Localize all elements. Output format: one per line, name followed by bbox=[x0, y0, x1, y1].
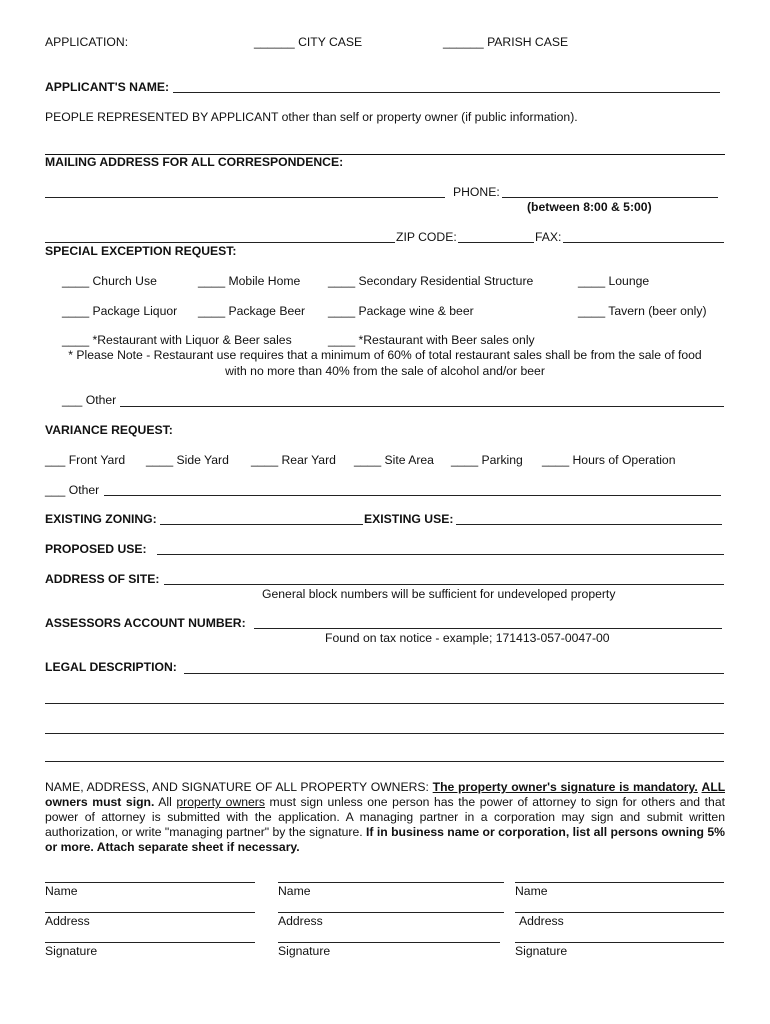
application-label: APPLICATION: bbox=[45, 35, 129, 49]
legal-description-field-3[interactable] bbox=[45, 733, 724, 734]
restaurant-beer-option[interactable]: ____ *Restaurant with Beer sales only bbox=[328, 333, 535, 347]
restaurant-liquor-beer-option[interactable]: ____ *Restaurant with Liquor & Beer sales bbox=[62, 333, 292, 347]
owners-property-owners-text: property owners bbox=[176, 795, 265, 809]
existing-zoning-field[interactable] bbox=[160, 524, 363, 525]
owner3-address-label: Address bbox=[519, 914, 564, 928]
fax-field[interactable] bbox=[563, 242, 724, 243]
existing-use-field[interactable] bbox=[456, 524, 722, 525]
side-yard-option[interactable]: ____ Side Yard bbox=[146, 453, 229, 467]
owner2-address-label: Address bbox=[278, 914, 323, 928]
tavern-option[interactable]: ____ Tavern (beer only) bbox=[578, 304, 707, 318]
owners-business-text: If in business name or corporation, list all persons owning 5% or more. Attach separate sheet if necessary. bbox=[45, 825, 725, 854]
owners-text-3: must sign unless one person has the power of attorney to sign for others and that power of attorney is submitted with the application. A managing partner in a corporation may sign and submit written authorization, or write "managing partner" by the signature. bbox=[45, 795, 725, 839]
people-represented-text bbox=[45, 110, 578, 124]
package-wine-beer-option[interactable]: ____ Package wine & beer bbox=[328, 304, 474, 318]
special-other-field[interactable] bbox=[120, 406, 724, 407]
variance-title: VARIANCE REQUEST: bbox=[45, 423, 173, 437]
mailing-address-field[interactable] bbox=[45, 197, 445, 198]
phone-hours-note: (between 8:00 & 5:00) bbox=[527, 200, 652, 214]
phone-field[interactable] bbox=[502, 197, 718, 198]
owner2-name-field[interactable] bbox=[278, 882, 504, 883]
property-owners-instructions bbox=[45, 780, 725, 855]
owner1-address-field[interactable] bbox=[45, 912, 255, 913]
city-case-blank: ______ bbox=[254, 35, 295, 49]
parish-case-label: PARISH CASE bbox=[487, 35, 569, 49]
mailing-address-label: MAILING ADDRESS FOR ALL CORRESPONDENCE: bbox=[45, 155, 344, 169]
city-case-label: CITY CASE bbox=[298, 35, 363, 49]
parking-option[interactable]: ____ Parking bbox=[451, 453, 523, 467]
hours-of-operation-option[interactable]: ____ Hours of Operation bbox=[542, 453, 676, 467]
owner1-signature-label: Signature bbox=[45, 944, 98, 958]
restaurant-note-line2: with no more than 40% from the sale of alcohol and/or beer bbox=[225, 364, 545, 378]
lounge-option[interactable]: ____ Lounge bbox=[578, 274, 650, 288]
secondary-residential-option[interactable]: ____ Secondary Residential Structure bbox=[328, 274, 534, 288]
owner2-address-field[interactable] bbox=[278, 912, 504, 913]
restaurant-note-line1: * Please Note - Restaurant use requires that a minimum of 60% of total restaurant sales shall be from the sale of food bbox=[68, 348, 702, 362]
parish-case-checkbox[interactable] bbox=[443, 35, 568, 49]
owner3-name-label: Name bbox=[515, 884, 548, 898]
proposed-use-field[interactable] bbox=[157, 554, 724, 555]
mobile-home-option[interactable]: ____ Mobile Home bbox=[198, 274, 301, 288]
people-represented-caps: PEOPLE REPRESENTED BY APPLICANT bbox=[45, 110, 279, 124]
owner1-address-label: Address bbox=[45, 914, 90, 928]
phone-label: PHONE: bbox=[453, 185, 500, 199]
owner2-name-label: Name bbox=[278, 884, 311, 898]
owners-text-2: All bbox=[154, 795, 177, 809]
address-of-site-label: ADDRESS OF SITE: bbox=[45, 572, 160, 586]
owners-all-text: ALL bbox=[701, 780, 726, 794]
applicant-name-field[interactable] bbox=[173, 92, 720, 93]
package-liquor-option[interactable]: ____ Package Liquor bbox=[62, 304, 178, 318]
people-represented-rest: other than self or property owner (if public information). bbox=[278, 110, 578, 124]
owner3-signature-field[interactable] bbox=[515, 942, 724, 943]
front-yard-option[interactable]: ___ Front Yard bbox=[45, 453, 126, 467]
legal-description-field-1[interactable] bbox=[184, 673, 724, 674]
city-state-field[interactable] bbox=[45, 242, 395, 243]
legal-description-label: LEGAL DESCRIPTION: bbox=[45, 660, 177, 674]
address-of-site-hint: General block numbers will be sufficient for undeveloped property bbox=[262, 587, 616, 601]
zip-code-field[interactable] bbox=[458, 242, 534, 243]
existing-use-label: EXISTING USE: bbox=[364, 512, 454, 526]
existing-zoning-label: EXISTING ZONING: bbox=[45, 512, 157, 526]
site-area-option[interactable]: ____ Site Area bbox=[354, 453, 434, 467]
assessors-account-hint: Found on tax notice - example; 171413-057-0047-00 bbox=[325, 631, 610, 645]
fax-label: FAX: bbox=[535, 230, 562, 244]
owners-must-sign-text: owners must sign. bbox=[45, 795, 155, 809]
assessors-account-label: ASSESSORS ACCOUNT NUMBER: bbox=[45, 616, 246, 630]
parish-case-blank: ______ bbox=[443, 35, 484, 49]
rear-yard-option[interactable]: ____ Rear Yard bbox=[251, 453, 336, 467]
owner2-signature-label: Signature bbox=[278, 944, 331, 958]
legal-description-field-4[interactable] bbox=[45, 761, 724, 762]
special-other-option[interactable]: ___ Other bbox=[62, 393, 117, 407]
zip-code-label: ZIP CODE: bbox=[396, 230, 457, 244]
owner2-signature-field[interactable] bbox=[278, 942, 500, 943]
church-use-option[interactable]: ____ Church Use bbox=[62, 274, 157, 288]
legal-description-field-2[interactable] bbox=[45, 703, 724, 704]
proposed-use-label: PROPOSED USE: bbox=[45, 542, 147, 556]
owner1-name-label: Name bbox=[45, 884, 78, 898]
city-case-checkbox[interactable] bbox=[254, 35, 362, 49]
special-exception-title: SPECIAL EXCEPTION REQUEST: bbox=[45, 244, 237, 258]
owners-text-1: NAME, ADDRESS, AND SIGNATURE OF ALL PROPERTY OWNERS: bbox=[45, 780, 433, 794]
address-of-site-field[interactable] bbox=[164, 584, 724, 585]
owners-mandatory-text: The property owner's signature is mandatory. bbox=[432, 780, 698, 794]
package-beer-option[interactable]: ____ Package Beer bbox=[198, 304, 306, 318]
owner3-signature-label: Signature bbox=[515, 944, 568, 958]
assessors-account-field[interactable] bbox=[254, 628, 722, 629]
applicant-name-label: APPLICANT'S NAME: bbox=[45, 80, 170, 94]
owner3-name-field[interactable] bbox=[515, 882, 724, 883]
owner1-name-field[interactable] bbox=[45, 882, 255, 883]
variance-other-option[interactable]: ___ Other bbox=[45, 483, 100, 497]
variance-other-field[interactable] bbox=[104, 495, 721, 496]
owner1-signature-field[interactable] bbox=[45, 942, 255, 943]
owner3-address-field[interactable] bbox=[515, 912, 724, 913]
